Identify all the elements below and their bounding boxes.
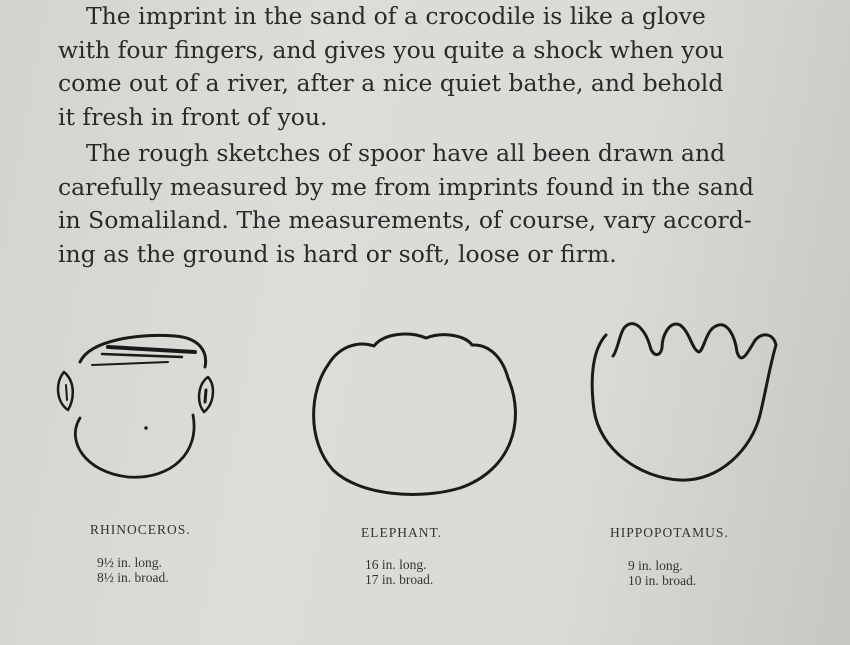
length-label: 16 in. long. — [365, 557, 427, 572]
elephant-spoor-drawing — [314, 334, 516, 494]
length-label: 9 in. long. — [628, 558, 683, 573]
text-line: The imprint in the sand of a crocodile is like a glove — [86, 2, 706, 30]
text-line: in Somaliland. The measurements, of course, vary accord- — [58, 206, 752, 234]
rhinoceros-spoor-drawing — [58, 335, 213, 477]
text-line: carefully measured by me from imprints found in the sand — [58, 172, 754, 201]
caption-rhinoceros: RHINOCEROS. — [90, 522, 191, 537]
caption-hippopotamus: HIPPOPOTAMUS. — [610, 525, 729, 540]
text-line: ing as the ground is hard or soft, loose or firm. — [58, 239, 617, 268]
text-line: The rough sketches of spoor have all been drawn and — [86, 139, 726, 167]
breadth-label: 17 in. broad. — [365, 572, 434, 587]
measurements-rhinoceros — [97, 555, 169, 585]
text-line: come out of a river, after a nice quiet bathe, and behold — [58, 69, 724, 97]
text-line: with four fingers, and gives you quite a shock when you — [58, 35, 724, 64]
hippopotamus-spoor-drawing — [592, 324, 776, 480]
breadth-label: 8½ in. broad. — [97, 570, 169, 585]
caption-elephant: ELEPHANT. — [361, 525, 443, 540]
text-line: it fresh in front of you. — [58, 102, 328, 131]
measurements-hippopotamus — [628, 558, 696, 588]
breadth-label: 10 in. broad. — [628, 573, 697, 588]
measurements-elephant — [365, 557, 433, 587]
length-label: 9½ in. long. — [97, 555, 162, 570]
